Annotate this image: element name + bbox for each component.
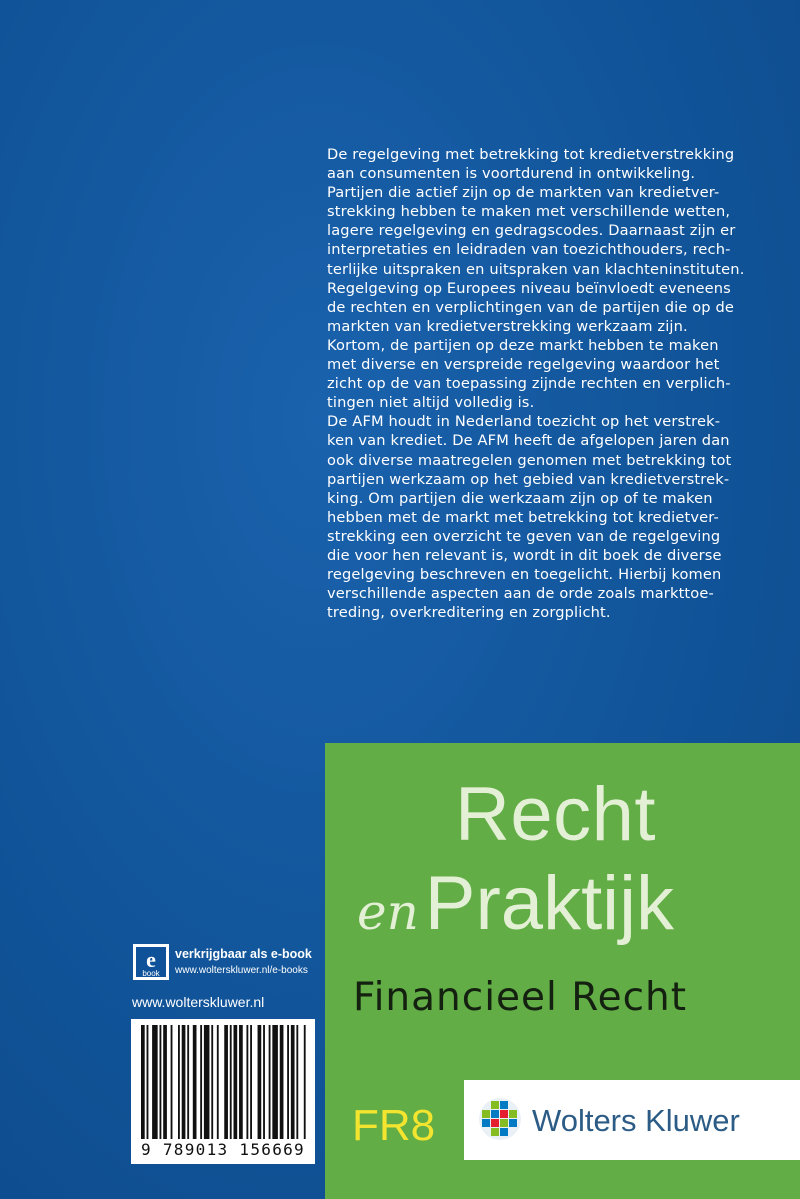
barcode-bar [291, 1025, 295, 1139]
blurb-line: strekking een overzicht te geven van de regelgeving [327, 527, 721, 545]
blurb-line: met diverse en verspreide regelgeving waardoor het [327, 356, 720, 374]
blurb-line: ken van krediet. De AFM heeft de afgelopen jaren dan [327, 432, 730, 450]
isbn-number: 9 789013 156669 [141, 1140, 305, 1159]
blurb-line: regelgeving beschreven en toegelicht. Hierbij komen [327, 566, 722, 584]
blurb-line: lagere regelgeving en gedragscodes. Daarnaast zijn er [327, 222, 736, 240]
ebook-url: www.wolterskluwer.nl/e-books [175, 965, 308, 976]
barcode-bar [193, 1025, 197, 1139]
barcode-bar [152, 1025, 158, 1139]
barcode-bar [171, 1025, 173, 1139]
barcode-bar [160, 1025, 162, 1139]
series-title-praktijk: Praktijk [424, 861, 674, 946]
barcode-bar [280, 1025, 284, 1139]
publisher-name: Wolters Kluwer [532, 1103, 740, 1138]
back-cover-blurb [327, 145, 772, 622]
series-title-en: en [357, 883, 419, 941]
barcode-bar [187, 1025, 189, 1139]
barcode-bars [131, 1019, 315, 1141]
blurb-line: zicht op de van toepassing zijnde rechten en verplich- [327, 375, 731, 393]
barcode-bar [234, 1025, 238, 1139]
blurb-line: de rechten en verplichtingen van de partijen die op de [327, 298, 735, 316]
blurb-line: terlijke uitspraken en uitspraken van klachteninstituten. [327, 260, 745, 278]
barcode-bar [239, 1025, 243, 1139]
blurb-line: De AFM houdt in Nederland toezicht op het verstrek- [327, 413, 721, 431]
barcode-bar [230, 1025, 232, 1139]
barcode-bar [224, 1025, 228, 1139]
barcode-bar [163, 1025, 167, 1139]
blurb-line: strekking hebben te maken met verschillende wetten, [327, 203, 731, 221]
blurb-line: hebben met de markt met betrekking tot kredietver- [327, 508, 719, 526]
barcode-bar [296, 1025, 298, 1139]
ebook-icon-word: book [142, 969, 160, 978]
series-subtitle: Financieel Recht [353, 975, 688, 1020]
barcode-bar [272, 1025, 278, 1139]
barcode-bar [217, 1025, 219, 1139]
isbn-barcode [131, 1019, 315, 1164]
ebook-icon-letter: e [146, 947, 156, 972]
blurb-line: Kortom, de partijen op deze markt hebben te maken [327, 336, 719, 354]
series-title-line2 [357, 861, 674, 946]
blurb-line: De regelgeving met betrekking tot kredietverstrekking [327, 146, 735, 163]
blurb-line: die voor hen relevant is, wordt in dit boek de diverse [327, 546, 722, 564]
barcode-bar [178, 1025, 180, 1139]
barcode-bar [204, 1025, 210, 1139]
barcode-bar [250, 1025, 252, 1139]
blurb-line: markten van kredietverstrekking werkzaam zijn. [327, 317, 688, 335]
wolters-kluwer-logo-icon [478, 1097, 522, 1141]
barcode-bar [269, 1025, 271, 1139]
ebook-label: verkrijgbaar als e-book [175, 947, 312, 961]
barcode-bar [200, 1025, 202, 1139]
blurb-line: king. Om partijen die werkzaam zijn op of te maken [327, 489, 713, 507]
blurb-line: tingen niet altijd volledig is. [327, 394, 535, 412]
barcode-bar [304, 1025, 306, 1139]
barcode-bar [287, 1025, 289, 1139]
blurb-line: treding, overkreditering en zorgplicht. [327, 604, 611, 622]
barcode-bar [258, 1025, 262, 1139]
barcode-bar [246, 1025, 248, 1139]
barcode-bar [263, 1025, 265, 1139]
barcode-bar [182, 1025, 186, 1139]
blurb-line: ook diverse maatregelen genomen met betrekking tot [327, 451, 732, 469]
blurb-line: aan consumenten is voortdurend in ontwikkeling. [327, 165, 696, 183]
blurb-line: Regelgeving op Europees niveau beïnvloedt eveneens [327, 279, 731, 297]
barcode-bar [211, 1025, 213, 1139]
blurb-line: Partijen die actief zijn op de markten van kredietver- [327, 184, 720, 202]
blurb-line: partijen werkzaam op het gebied van kredietverstrek- [327, 470, 730, 488]
publisher-website: www.wolterskluwer.nl [132, 994, 265, 1010]
barcode-bar [141, 1025, 145, 1139]
barcode-bar [147, 1025, 149, 1139]
ebook-icon [132, 943, 170, 981]
blurb-line: interpretaties en leidraden van toezichthouders, rech- [327, 241, 731, 259]
series-title-recht: Recht [455, 772, 657, 857]
blurb-line: verschillende aspecten aan de orde zoals markttoe- [327, 585, 714, 603]
series-code: FR8 [352, 1101, 436, 1150]
